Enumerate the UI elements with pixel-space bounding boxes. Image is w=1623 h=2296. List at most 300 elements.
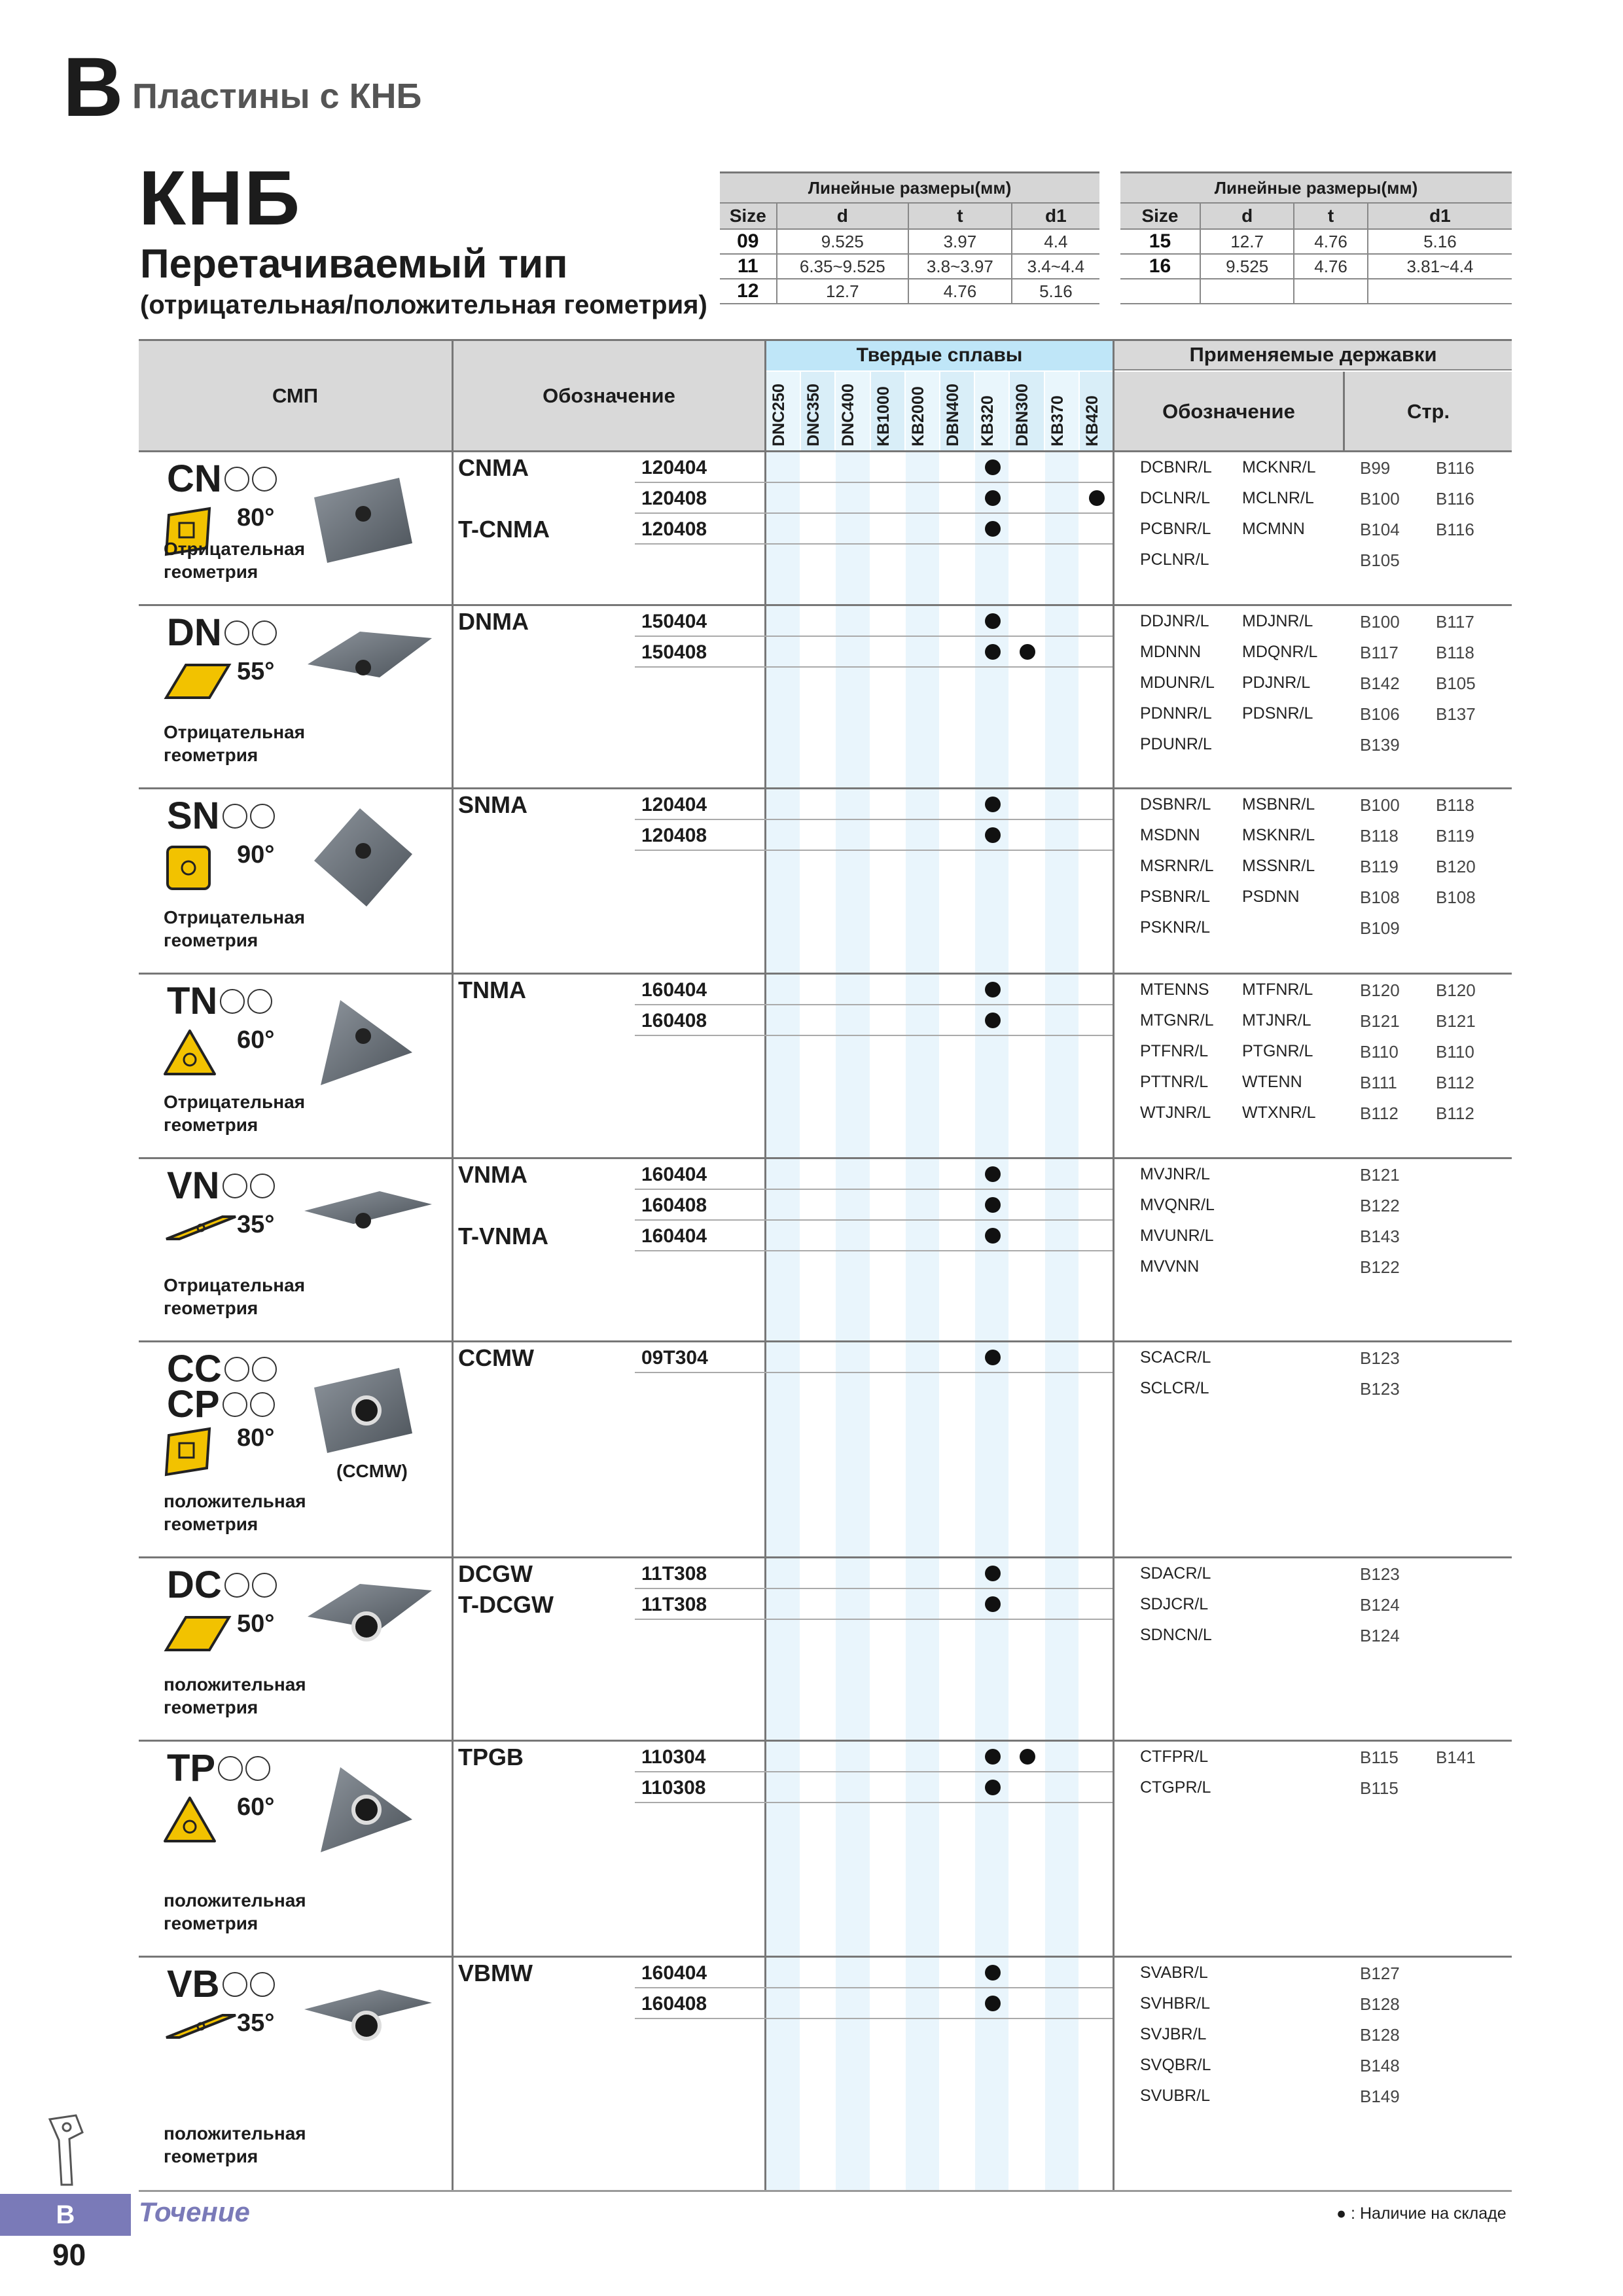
grade-label: DBN300 — [1013, 384, 1032, 446]
series-code: T-CNMA — [458, 516, 550, 543]
geometry-label — [164, 1673, 306, 1719]
dims-cell: 12 — [720, 279, 777, 304]
stock-dot-icon — [985, 1197, 1001, 1213]
dims-cell: 4.76 — [1294, 229, 1367, 254]
holder-code: MSRNR/L — [1140, 857, 1214, 875]
holder-page: B115 — [1360, 1748, 1399, 1767]
holder-page: B100 — [1360, 795, 1400, 815]
insert-photo — [301, 465, 438, 586]
group-rule — [139, 1340, 1512, 1342]
grade-column-stripe — [906, 452, 939, 2190]
group-rule — [139, 787, 1512, 789]
holder-code: CTFPR/L — [1140, 1748, 1209, 1766]
insert-code-text: CC — [167, 1348, 222, 1390]
grade-label: DNC400 — [839, 384, 858, 446]
holder-page: B106 — [1360, 704, 1400, 724]
holder-code: WTJNR/L — [1140, 1103, 1211, 1122]
row-rule — [635, 1588, 1113, 1589]
row-rule — [635, 1771, 1113, 1772]
holder-page: B112 — [1436, 1073, 1474, 1092]
geometry-line: положительная — [164, 1674, 306, 1695]
geometry-line: Отрицательная — [164, 722, 306, 742]
insert-shape-icon — [164, 1612, 242, 1668]
insert-photo — [301, 619, 438, 740]
holder-page: B121 — [1436, 1011, 1476, 1031]
insert-code — [167, 611, 277, 655]
geometry-label — [164, 2122, 306, 2168]
grade-column-stripe — [1045, 452, 1079, 2190]
insert-photo — [301, 1172, 438, 1293]
grade-column-stripe — [975, 452, 1008, 2190]
holder-code: MDQNR/L — [1242, 643, 1318, 661]
insert-code-text: TP — [167, 1747, 216, 1789]
dims-cell: 3.8~3.97 — [908, 254, 1012, 279]
dims-cell: 16 — [1120, 254, 1200, 279]
stock-dot-icon — [985, 827, 1001, 843]
grade-label: KB370 — [1048, 395, 1067, 446]
dims-cell: 11 — [720, 254, 777, 279]
geometry-label — [164, 1889, 306, 1935]
group-rule — [139, 1740, 1512, 1742]
holder-page: B137 — [1436, 704, 1476, 724]
insert-size: 110304 — [641, 1746, 706, 1768]
stock-dot-icon — [1089, 490, 1105, 506]
geometry-line: Отрицательная — [164, 1092, 306, 1112]
holder-code: MCKNR/L — [1242, 458, 1316, 476]
holder-code: PSKNR/L — [1140, 918, 1210, 937]
holder-code: PDJNR/L — [1242, 673, 1311, 692]
stock-dot-icon — [985, 797, 1001, 812]
geometry-label — [164, 1490, 306, 1535]
grade-column-stripe — [836, 452, 869, 2190]
group-rule — [139, 450, 1512, 452]
series-code: T-VNMA — [458, 1223, 548, 1249]
holder-code: MCMNN — [1242, 520, 1305, 538]
insert-code — [167, 1746, 270, 1790]
stock-dot-icon — [985, 1228, 1001, 1244]
geometry-line: Отрицательная — [164, 539, 306, 559]
geometry-label — [164, 721, 305, 766]
dims-column-header: Size — [720, 203, 777, 229]
row-rule — [635, 1219, 1113, 1221]
geometry-line: Отрицательная — [164, 907, 306, 927]
holder-code: MDJNR/L — [1242, 612, 1313, 630]
row-rule — [635, 1802, 1113, 1803]
stock-dot-icon — [985, 459, 1001, 475]
holder-page: B118 — [1436, 795, 1474, 815]
insert-angle: 90° — [237, 841, 275, 869]
holder-page: B120 — [1436, 857, 1476, 876]
row-rule — [635, 1250, 1113, 1251]
insert-code-text: SN — [167, 795, 220, 837]
stock-dot-icon — [985, 613, 1001, 629]
series-code: TNMA — [458, 977, 526, 1003]
page-number: 90 — [52, 2238, 86, 2272]
insert-size: 160408 — [641, 1993, 707, 2015]
insert-size: 120408 — [641, 488, 707, 509]
holder-page: B99 — [1360, 458, 1391, 478]
stock-dot-icon — [985, 1749, 1001, 1765]
series-code: DNMA — [458, 608, 529, 635]
holder-code: PSDNN — [1242, 888, 1300, 906]
dims-caption: Линейные размеры(мм) — [720, 173, 1099, 204]
holder-code: PDUNR/L — [1140, 735, 1212, 753]
row-rule — [635, 819, 1113, 820]
holder-code: PTGNR/L — [1242, 1042, 1313, 1060]
holder-page: B142 — [1360, 673, 1400, 693]
row-rule — [635, 482, 1113, 483]
insert-code — [167, 1164, 275, 1208]
geometry-line: Отрицательная — [164, 1275, 306, 1295]
holder-code: MSBNR/L — [1242, 795, 1315, 814]
placeholder-circle-icon — [223, 1972, 247, 1997]
insert-photo — [301, 802, 438, 923]
series-code: DCGW — [458, 1560, 533, 1587]
insert-size: 150408 — [641, 641, 707, 663]
stock-dot-icon — [1020, 644, 1035, 660]
geometry-label — [164, 1274, 305, 1319]
insert-size: 09T304 — [641, 1347, 708, 1369]
row-rule — [635, 2018, 1113, 2019]
grade-label: KB320 — [978, 395, 997, 446]
insert-size: 120404 — [641, 794, 707, 816]
geometry-label — [164, 1090, 305, 1136]
placeholder-circle-icon — [245, 1756, 270, 1781]
placeholder-circle-icon — [252, 467, 277, 492]
table-top-rule — [139, 339, 1512, 341]
geometry-line: геометрия — [164, 930, 259, 950]
holder-page: B123 — [1360, 1379, 1400, 1399]
holder-code: SVQBR/L — [1140, 2056, 1211, 2074]
holder-code: SCACR/L — [1140, 1348, 1211, 1367]
insert-angle: 60° — [237, 1793, 275, 1821]
holder-page: B128 — [1360, 2025, 1400, 2045]
holder-page: B108 — [1360, 888, 1400, 907]
dims-cell: 5.16 — [1368, 229, 1512, 254]
row-rule — [635, 1189, 1113, 1190]
holder-code: MTFNR/L — [1242, 980, 1313, 999]
row-rule — [635, 1372, 1113, 1373]
turning-tool-icon — [43, 2113, 96, 2191]
stock-dot-icon — [985, 490, 1001, 506]
series-code: CNMA — [458, 454, 529, 481]
holder-code: MDNNN — [1140, 643, 1202, 661]
holder-code: MVQNR/L — [1140, 1196, 1215, 1214]
holder-page: B110 — [1436, 1042, 1474, 1062]
holder-code: MVJNR/L — [1140, 1165, 1210, 1183]
row-rule — [635, 543, 1113, 545]
group-rule — [139, 1956, 1512, 1958]
holder-code: DDJNR/L — [1140, 612, 1209, 630]
holder-page: B100 — [1360, 612, 1400, 632]
stock-dot-icon — [985, 1013, 1001, 1028]
holder-code: MCLNR/L — [1242, 489, 1314, 507]
dims-cell: 12.7 — [777, 279, 909, 304]
stock-dot-icon — [985, 982, 1001, 997]
holder-page: B127 — [1360, 1964, 1400, 1983]
holder-code: MSSNR/L — [1242, 857, 1315, 875]
holder-page: B112 — [1436, 1103, 1474, 1123]
dims-cell: 4.4 — [1012, 229, 1099, 254]
dims-column-header: t — [908, 203, 1012, 229]
holder-code: SVABR/L — [1140, 1964, 1208, 1982]
geometry-line: положительная — [164, 1491, 306, 1511]
insert-photo — [301, 1754, 438, 1875]
geometry-label — [164, 906, 305, 952]
insert-column-header: СМП — [139, 340, 452, 452]
column-divider — [764, 340, 766, 2190]
series-code: CCMW — [458, 1344, 534, 1371]
column-divider — [452, 340, 454, 2190]
holder-page: B116 — [1436, 489, 1474, 509]
dims-cell: 9.525 — [777, 229, 909, 254]
dims-column-header: d1 — [1012, 203, 1099, 229]
grade-label: KB1000 — [874, 386, 893, 446]
holder-page: B148 — [1360, 2056, 1400, 2075]
stock-dot-icon — [985, 1166, 1001, 1182]
holder-code: MTGNR/L — [1140, 1011, 1214, 1030]
insert-angle: 50° — [237, 1610, 275, 1638]
series-code: T-DCGW — [458, 1591, 554, 1618]
geometry-label — [164, 537, 305, 583]
holder-code: WTENN — [1242, 1073, 1302, 1091]
insert-note: (CCMW) — [336, 1461, 408, 1481]
placeholder-circle-icon — [224, 1357, 249, 1382]
group-rule — [139, 973, 1512, 975]
insert-size: 150404 — [641, 611, 707, 632]
insert-size: 110308 — [641, 1777, 706, 1799]
stock-dot-icon — [985, 521, 1001, 537]
holder-page: B104 — [1360, 520, 1400, 539]
holder-page: B111 — [1360, 1073, 1397, 1092]
holders-caption: Применяемые державки — [1115, 340, 1512, 370]
row-rule — [635, 1004, 1113, 1005]
placeholder-circle-icon — [220, 989, 245, 1014]
insert-shape-icon — [164, 2011, 242, 2067]
stock-dot-icon — [985, 644, 1001, 660]
row-rule — [635, 666, 1113, 668]
placeholder-circle-icon — [224, 620, 249, 645]
insert-code-text: VN — [167, 1164, 220, 1207]
row-rule — [635, 1619, 1113, 1620]
insert-angle: 60° — [237, 1026, 275, 1054]
series-code: VBMW — [458, 1960, 533, 1986]
designation-column-header: Обозначение — [454, 340, 764, 452]
insert-size: 160404 — [641, 979, 707, 1001]
insert-code — [167, 1563, 277, 1607]
row-rule — [635, 1035, 1113, 1036]
holder-code: MTJNR/L — [1242, 1011, 1311, 1030]
insert-size: 11T308 — [641, 1563, 707, 1585]
holder-page: B105 — [1436, 673, 1476, 693]
holder-page: B100 — [1360, 489, 1400, 509]
dims-cell: 9.525 — [1200, 254, 1294, 279]
placeholder-circle-icon — [252, 1573, 277, 1598]
holder-page: B116 — [1436, 520, 1474, 539]
holder-page: B120 — [1436, 980, 1476, 1000]
grade-label: DNC250 — [770, 384, 788, 446]
insert-shape-icon — [164, 1213, 242, 1268]
page-subtitle: Перетачиваемый тип — [140, 242, 568, 287]
holder-code: MSDNN — [1140, 826, 1200, 844]
holder-code: DSBNR/L — [1140, 795, 1211, 814]
grade-label: KB2000 — [908, 386, 927, 446]
insert-code-text: VB — [167, 1963, 220, 2005]
dims-cell: 3.81~4.4 — [1368, 254, 1512, 279]
holder-code: CTGPR/L — [1140, 1778, 1211, 1797]
dims-cell: 09 — [720, 229, 777, 254]
holder-page: B143 — [1360, 1227, 1400, 1246]
holders-designation-header: Обозначение — [1115, 372, 1343, 452]
holder-page: B124 — [1360, 1626, 1400, 1645]
holder-page: B115 — [1360, 1778, 1399, 1798]
insert-code — [167, 979, 272, 1023]
holder-code: SVUBR/L — [1140, 2087, 1210, 2105]
placeholder-circle-icon — [223, 1174, 247, 1198]
holder-code: PTFNR/L — [1140, 1042, 1209, 1060]
dims-cell: 12.7 — [1200, 229, 1294, 254]
insert-shape-icon — [164, 660, 242, 715]
holder-code: MSKNR/L — [1242, 826, 1315, 844]
dims-cell: 6.35~9.525 — [777, 254, 909, 279]
insert-size: 11T308 — [641, 1594, 707, 1615]
insert-code-secondary — [167, 1382, 275, 1426]
placeholder-circle-icon — [223, 804, 247, 829]
holder-code: PDSNR/L — [1242, 704, 1313, 723]
grade-label: DNC350 — [804, 384, 823, 446]
insert-shape-icon — [164, 843, 242, 899]
row-rule — [635, 636, 1113, 637]
holder-code: SDACR/L — [1140, 1564, 1211, 1583]
placeholder-circle-icon — [224, 1573, 249, 1598]
stock-dot-icon — [985, 1350, 1001, 1365]
footer-section-badge: B — [0, 2194, 131, 2236]
stock-dot-icon — [985, 1780, 1001, 1795]
holder-code: SDJCR/L — [1140, 1595, 1209, 1613]
dims-caption: Линейные размеры(мм) — [1120, 173, 1512, 204]
insert-code-text: DN — [167, 611, 222, 654]
holder-code: SVJBR/L — [1140, 2025, 1207, 2043]
page-title: КНБ — [139, 155, 302, 242]
dims-cell: 3.4~4.4 — [1012, 254, 1099, 279]
footer-section-name: Точение — [139, 2197, 250, 2227]
insert-size: 120408 — [641, 825, 707, 846]
holder-code: MDUNR/L — [1140, 673, 1215, 692]
holder-page: B116 — [1436, 458, 1474, 478]
holder-code: MVVNN — [1140, 1257, 1200, 1276]
placeholder-circle-icon — [250, 1174, 275, 1198]
dims-column-header: d — [1200, 203, 1294, 229]
holder-page: B123 — [1360, 1348, 1400, 1368]
section-letter: B — [63, 41, 124, 134]
holder-page: B118 — [1436, 643, 1474, 662]
insert-shape-icon — [164, 1795, 242, 1851]
holder-code: PCBNR/L — [1140, 520, 1211, 538]
insert-size: 160404 — [641, 1962, 707, 1984]
series-code: SNMA — [458, 791, 527, 818]
insert-angle: 80° — [237, 1424, 275, 1452]
placeholder-circle-icon — [250, 804, 275, 829]
stock-dot-icon — [985, 1996, 1001, 2011]
holder-page: B128 — [1360, 1994, 1400, 2014]
insert-size: 160408 — [641, 1010, 707, 1031]
row-rule — [635, 1987, 1113, 1988]
row-rule — [635, 850, 1113, 851]
stock-dot-icon — [985, 1965, 1001, 1981]
column-divider — [1113, 340, 1115, 2190]
group-rule — [139, 1556, 1512, 1558]
dims-cell: 4.76 — [1294, 254, 1367, 279]
placeholder-circle-icon — [250, 1972, 275, 1997]
holder-page: B124 — [1360, 1595, 1400, 1615]
holder-page: B121 — [1360, 1011, 1400, 1031]
placeholder-circle-icon — [252, 1357, 277, 1382]
series-code: VNMA — [458, 1161, 527, 1188]
holder-page: B109 — [1360, 918, 1400, 938]
dims-column-header: d1 — [1368, 203, 1512, 229]
grade-label: DBN400 — [944, 384, 962, 446]
geometry-line: геометрия — [164, 1115, 259, 1135]
holder-page: B118 — [1360, 826, 1399, 846]
holder-code: PDNNR/L — [1140, 704, 1212, 723]
column-divider — [1343, 372, 1345, 452]
insert-size: 160404 — [641, 1164, 707, 1185]
geometry-line: геометрия — [164, 1514, 259, 1534]
holder-code: DCBNR/L — [1140, 458, 1212, 476]
dims-column-header: d — [777, 203, 909, 229]
group-rule — [139, 1157, 1512, 1159]
holder-page: B119 — [1360, 857, 1399, 876]
holder-page: B105 — [1360, 550, 1400, 570]
insert-angle: 80° — [237, 504, 275, 531]
holder-page: B119 — [1436, 826, 1474, 846]
stock-legend: ● : Наличие на складе — [1336, 2204, 1507, 2223]
geometry-line: положительная — [164, 2123, 306, 2144]
insert-size: 160408 — [641, 1194, 707, 1216]
insert-size: 120404 — [641, 457, 707, 478]
holder-code: PSBNR/L — [1140, 888, 1210, 906]
geometry-line: геометрия — [164, 1913, 259, 1933]
holder-page: B112 — [1360, 1103, 1399, 1123]
holder-code: PTTNR/L — [1140, 1073, 1209, 1091]
stock-dot-icon — [985, 1596, 1001, 1612]
geometry-line: положительная — [164, 1890, 306, 1910]
holder-page: B117 — [1436, 612, 1474, 632]
dims-column-header: Size — [1120, 203, 1200, 229]
insert-code-text: CP — [167, 1383, 220, 1426]
insert-code-text: TN — [167, 980, 218, 1022]
stock-dot-icon — [985, 1566, 1001, 1581]
holder-code: SCLCR/L — [1140, 1379, 1209, 1397]
holder-code: DCLNR/L — [1140, 489, 1210, 507]
holder-code: PCLNR/L — [1140, 550, 1209, 569]
geometry-line: геометрия — [164, 1298, 259, 1318]
insert-shape-icon — [164, 1028, 242, 1084]
insert-photo — [301, 1571, 438, 1692]
geometry-line: геометрия — [164, 1697, 259, 1717]
dims-cell: 15 — [1120, 229, 1200, 254]
insert-angle: 35° — [237, 1211, 275, 1238]
insert-angle: 35° — [237, 2009, 275, 2037]
dims-cell: 3.97 — [908, 229, 1012, 254]
holder-page: B141 — [1436, 1748, 1476, 1767]
grades-caption: Твердые сплавы — [766, 340, 1113, 370]
holder-page: B149 — [1360, 2087, 1400, 2106]
holders-page-header: Стр. — [1345, 372, 1512, 452]
holder-page: B110 — [1360, 1042, 1399, 1062]
holder-page: B121 — [1360, 1165, 1400, 1185]
geometry-line: геометрия — [164, 562, 259, 582]
